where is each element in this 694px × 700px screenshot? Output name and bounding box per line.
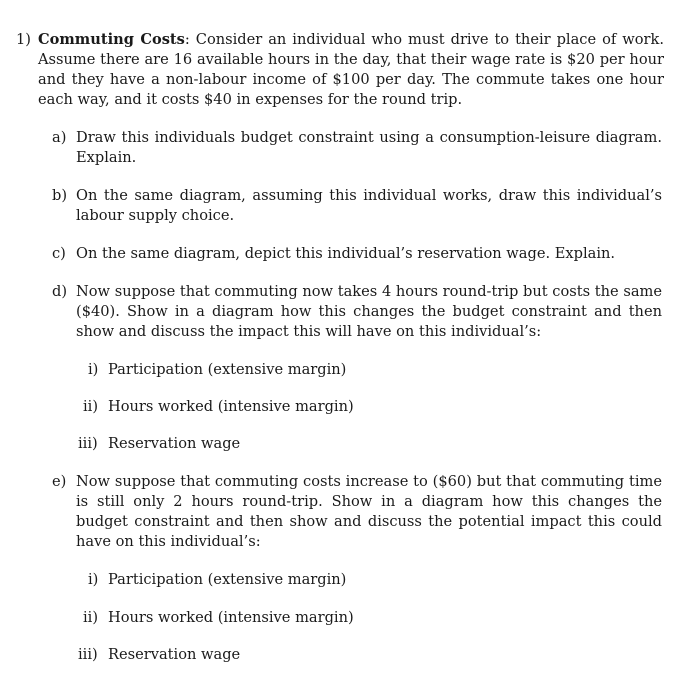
- part-text: Now suppose that commuting costs increase to ($60) but that commuting time is still only 2 hours round-trip. Show in a diagram how this changes the budget constraint and then show and discuss the potential impact this could have on this individual’s:: [76, 473, 662, 550]
- part-e: [52, 472, 662, 552]
- subitem-label: iii): [78, 646, 98, 663]
- subitem-label: ii): [83, 398, 99, 415]
- part-label: b): [52, 187, 68, 204]
- part-text: On the same diagram, depict this individual’s reservation wage. Explain.: [76, 245, 616, 262]
- subitem-label: iii): [78, 435, 98, 452]
- subitem-text: Participation (extensive margin): [108, 361, 347, 378]
- question-title: Commuting Costs: [38, 31, 185, 48]
- question-intro: [38, 30, 664, 110]
- part-text: Now suppose that commuting now takes 4 hours round-trip but costs the same ($40). Show in a diagram how this changes the budget constraint and then show and discuss the impact this will have on this individual’s:: [76, 283, 662, 340]
- subitem-label: i): [88, 571, 99, 588]
- subitem-label: i): [88, 361, 99, 378]
- question-intro-text: : Consider an individual who must drive to their place of work. Assume there are 16 available hours in the day, that their wage rate is $20 per hour and they have a non-labour income of $100 per day. The commute takes one hour each way, and it costs $40 in expenses for the round trip.: [38, 31, 664, 108]
- subitem-text: Reservation wage: [108, 646, 241, 663]
- part-label: e): [52, 473, 67, 490]
- part-d: [52, 282, 662, 342]
- part-text: Draw this individuals budget constraint using a consumption-leisure diagram. Explain.: [76, 129, 662, 166]
- subitem-label: ii): [83, 609, 99, 626]
- part-a: [52, 128, 662, 168]
- subitem-text: Hours worked (intensive margin): [108, 398, 354, 415]
- part-label: c): [52, 245, 66, 262]
- part-c: [52, 244, 662, 264]
- part-label: d): [52, 283, 68, 300]
- subitem-text: Reservation wage: [108, 435, 241, 452]
- part-label: a): [52, 129, 67, 146]
- question-1: [16, 30, 664, 110]
- part-text: On the same diagram, assuming this individual works, draw this individual’s labour supply choice.: [76, 187, 662, 224]
- subitem-text: Participation (extensive margin): [108, 571, 347, 588]
- subitem-text: Hours worked (intensive margin): [108, 609, 354, 626]
- part-b: [52, 186, 662, 226]
- question-number: 1): [16, 31, 31, 48]
